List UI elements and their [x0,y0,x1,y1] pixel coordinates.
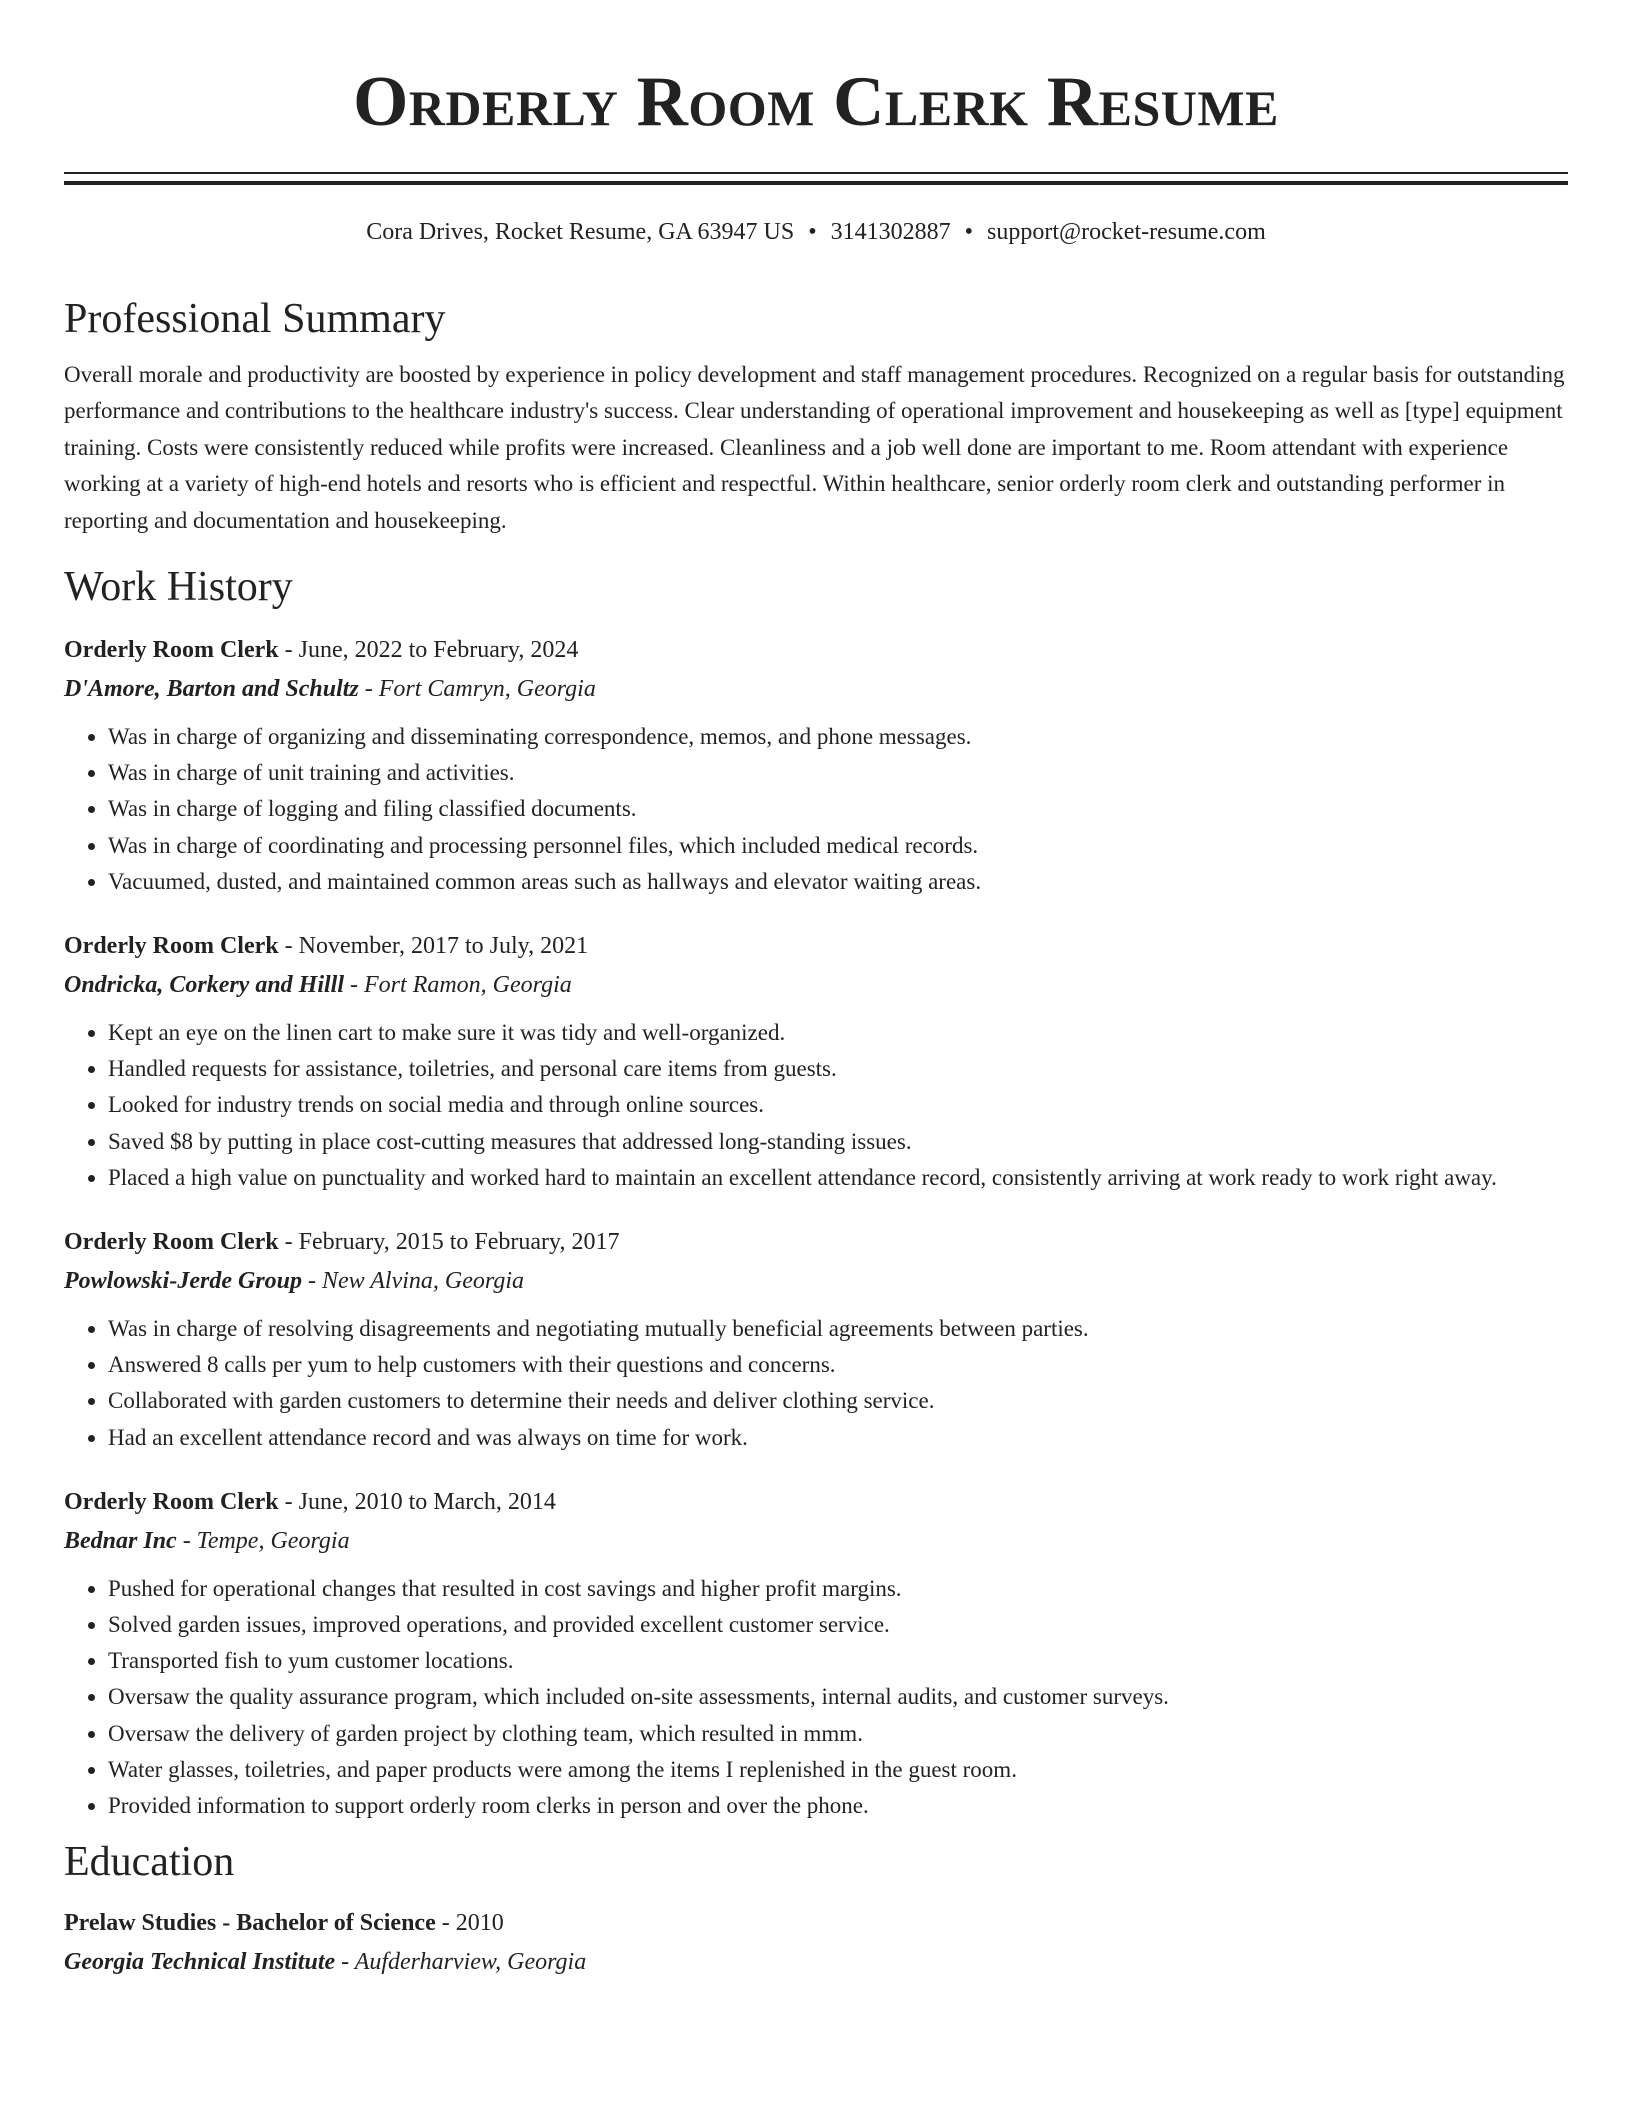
summary-text: Overall morale and productivity are boosted by experience in policy development and staff management procedures. Recognized on a regular basis for outstanding performance and contributions to the healthcare industry's success. Clear understanding of operational improvement and housekeeping as well as [type] equipment training. Costs were consistently reduced while profits were increased. Cleanliness and a job well done are important to me. Room attendant with experience working at a variety of high-end hotels and resorts who is efficient and respectful. Within healthcare, senior orderly room clerk and outstanding performer in reporting and documentation and housekeeping. [64,362,1565,533]
job-bullet: • Kept an eye on the linen cart to make sure it was tidy and well-organized. [108,1015,1568,1051]
work-history-heading: Work History [64,564,293,611]
contact-phone: 3141302887 [830,219,951,245]
job-bullets [64,1311,1568,1456]
job-bullet: • Handled requests for assistance, toiletries, and personal care items from guests. [108,1051,1568,1087]
job-location: - Fort Camryn, Georgia [358,676,596,703]
job-bullet: • Oversaw the delivery of garden project by clothing team, which resulted in mmm. [108,1716,1568,1752]
job-dates: - November, 2017 to July, 2021 [278,933,589,960]
job-bullet: • Solved garden issues, improved operations, and provided excellent customer service. [108,1607,1568,1643]
job-company: Bednar Inc [64,1527,177,1554]
job-bullet: • Was in charge of logging and filing classified documents. [108,791,1568,827]
job-title-line [64,631,1568,669]
education-location: - Aufderharview, Georgia [335,1949,587,1976]
job-bullet: • Water glasses, toiletries, and paper products were among the items I replenished in the guest room. [108,1752,1568,1788]
title-rule-thick [64,181,1568,185]
job-title: Orderly Room Clerk [64,637,279,664]
job-bullet: • Looked for industry trends on social media and through online sources. [108,1087,1568,1123]
summary-heading: Professional Summary [64,296,446,342]
job-bullet: • Was in charge of resolving disagreements and negotiating mutually beneficial agreements between parties. [108,1311,1568,1347]
education-school-line [64,1942,1568,1982]
job-bullet: • Placed a high value on punctuality and worked hard to maintain an excellent attendance record, consistently arriving at work ready to work right away. [108,1160,1568,1196]
education-degree: Prelaw Studies - Bachelor of Science [64,1910,436,1937]
job-entry [64,631,1568,900]
contact-separator: • [808,219,817,245]
education-year: - 2010 [435,1910,504,1937]
contact-line [64,217,1568,247]
job-bullet: • Transported fish to yum customer locations. [108,1643,1568,1679]
job-company: Ondricka, Corkery and Hilll [64,972,345,999]
job-title-line [64,1483,1568,1521]
job-bullet: • Oversaw the quality assurance program, which included on-site assessments, internal audits, and customer surveys. [108,1679,1568,1715]
job-bullet: • Had an excellent attendance record and was always on time for work. [108,1420,1568,1456]
job-entry [64,927,1568,1196]
education-heading: Education [64,1839,235,1886]
title-rule-thin [64,172,1568,174]
resume-title: Orderly Room Clerk Resume [353,63,1279,141]
contact-email: support@rocket-resume.com [987,219,1266,245]
job-dates: - February, 2015 to February, 2017 [278,1229,620,1256]
job-location: - Tempe, Georgia [176,1527,350,1554]
job-dates: - June, 2010 to March, 2014 [278,1488,556,1515]
job-company-line [64,965,1568,1005]
job-title: Orderly Room Clerk [64,933,279,960]
job-bullet: • Vacuumed, dusted, and maintained common areas such as hallways and elevator waiting areas. [108,864,1568,900]
job-bullets [64,1015,1568,1196]
job-bullet: • Collaborated with garden customers to determine their needs and deliver clothing service. [108,1383,1568,1419]
job-title-line [64,927,1568,965]
job-bullets [64,719,1568,900]
job-company-line [64,669,1568,709]
contact-address: Cora Drives, Rocket Resume, GA 63947 US [366,219,795,245]
job-company-line [64,1521,1568,1561]
job-company: Powlowski-Jerde Group [64,1268,303,1295]
education-degree-line [64,1904,1568,1942]
job-company: D'Amore, Barton and Schultz [64,676,359,703]
job-entry [64,1223,1568,1456]
job-bullet: • Was in charge of organizing and disseminating correspondence, memos, and phone messages. [108,719,1568,755]
job-bullet: • Saved $8 by putting in place cost-cutting measures that addressed long-standing issues. [108,1124,1568,1160]
job-bullet: • Was in charge of coordinating and processing personnel files, which included medical records. [108,828,1568,864]
job-location: - Fort Ramon, Georgia [344,972,572,999]
job-title: Orderly Room Clerk [64,1488,279,1515]
job-title: Orderly Room Clerk [64,1229,279,1256]
job-dates: - June, 2022 to February, 2024 [278,637,579,664]
job-bullet: • Pushed for operational changes that resulted in cost savings and higher profit margins. [108,1571,1568,1607]
job-location: - New Alvina, Georgia [302,1268,524,1295]
job-bullet: • Provided information to support orderly room clerks in person and over the phone. [108,1788,1568,1824]
job-title-line [64,1223,1568,1261]
job-bullet: • Answered 8 calls per yum to help customers with their questions and concerns. [108,1347,1568,1383]
job-bullet: • Was in charge of unit training and activities. [108,755,1568,791]
education-entry [64,1904,1568,1982]
education-school: Georgia Technical Institute [64,1949,336,1976]
job-company-line [64,1261,1568,1301]
contact-separator: • [964,219,974,245]
job-entry [64,1483,1568,1824]
job-bullets [64,1571,1568,1824]
